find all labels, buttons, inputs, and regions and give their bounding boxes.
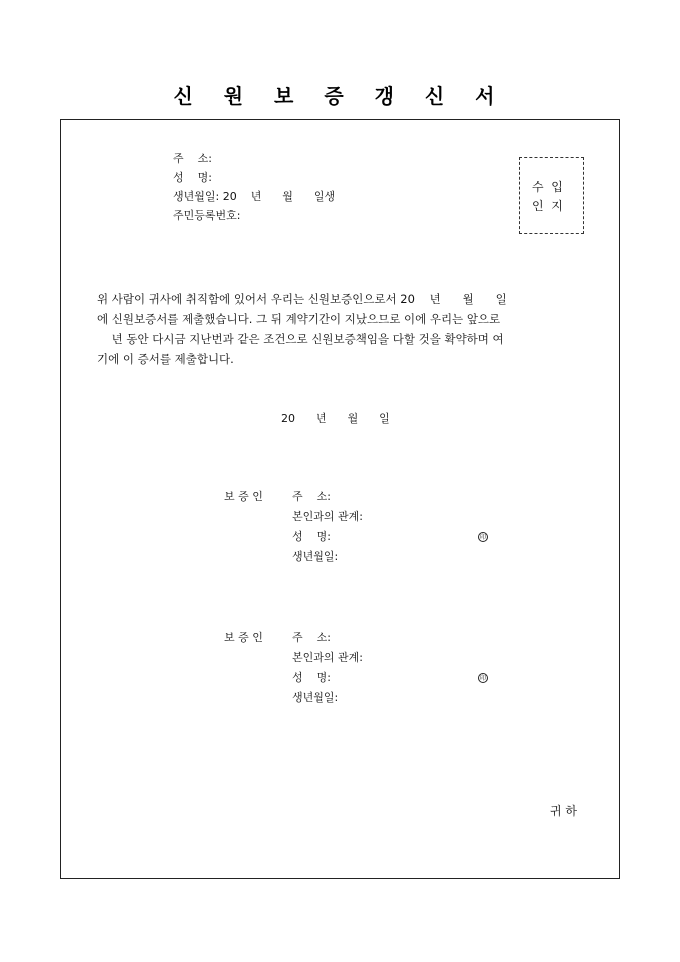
applicant-resident-number-label: 주민등록번호: (173, 209, 241, 222)
guarantor-2-label: 보 증 인 (224, 631, 263, 644)
guarantor-2-relation-label: 본인과의 관계: (292, 651, 363, 664)
guarantor-1-relation-label: 본인과의 관계: (292, 510, 363, 523)
guarantor-1-name-label: 성 명: (292, 530, 331, 543)
guarantor-1-address-label: 주 소: (292, 490, 331, 503)
guarantor-1-label: 보 증 인 (224, 490, 263, 503)
applicant-name-label: 성 명: (173, 171, 212, 184)
guarantor-2-birth-label: 생년월일: (292, 691, 339, 704)
stamp-text-row2: 인 지 (532, 199, 563, 213)
guarantor-1-seal-mark: 印 (479, 534, 486, 541)
guarantor-2-name-label: 성 명: (292, 671, 331, 684)
document-title: 신 원 보 증 갱 신 서 (173, 84, 507, 108)
addressee: 귀 하 (550, 804, 577, 818)
guarantor-2-seal-mark: 印 (479, 675, 486, 682)
paragraph-line: 에 신원보증서를 제출했습니다. 그 뒤 계약기간이 지났으므로 이에 우리는 앞으로 (97, 312, 501, 326)
paragraph-line: 년 동안 다시금 지난번과 같은 조건으로 신원보증책임을 다할 것을 확약하며 여 (97, 332, 504, 346)
applicant-birth-label: 생년월일: 20 년 월 일생 (173, 190, 336, 203)
applicant-address-label: 주 소: (173, 152, 212, 165)
paragraph-line: 기에 이 증서를 제출합니다. (97, 352, 234, 366)
date-line: 20 년 월 일 (281, 412, 390, 425)
stamp-text-row1: 수 입 (532, 180, 563, 194)
guarantor-2-address-label: 주 소: (292, 631, 331, 644)
paragraph-line: 위 사람이 귀사에 취직함에 있어서 우리는 신원보증인으로서 20 년 월 일 (97, 292, 507, 306)
guarantor-1-birth-label: 생년월일: (292, 550, 339, 563)
revenue-stamp-box (519, 157, 584, 234)
